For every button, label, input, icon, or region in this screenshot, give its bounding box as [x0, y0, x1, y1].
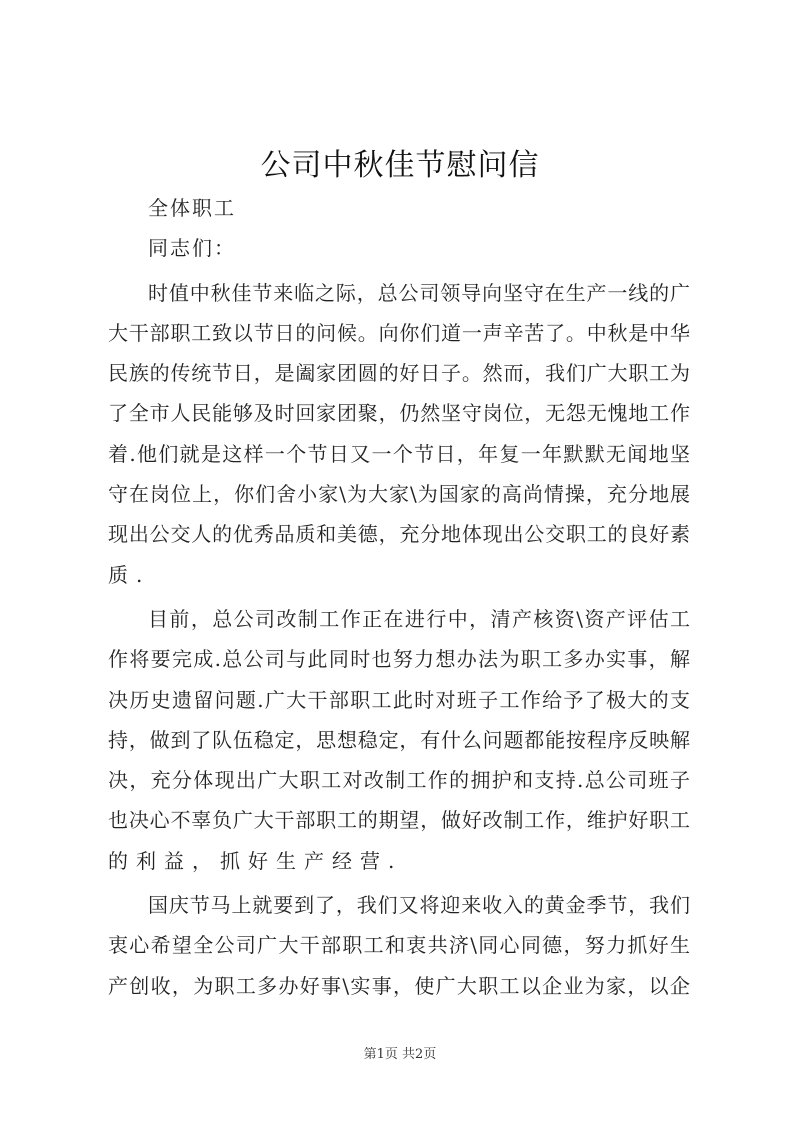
page-footer: 第1页 共2页: [363, 1047, 437, 1062]
salutation-comrades: 同志们：: [148, 236, 236, 261]
text-line: 民族的传统节日，是阖家团圆的好日子。然而，我们广大职工为: [108, 361, 690, 386]
text-line: 质.: [108, 562, 151, 587]
text-line: 也决心不辜负广大干部职工的期望，做好改制工作，维护好职工: [108, 808, 690, 833]
text-line: 时值中秋佳节来临之际，总公司领导向坚守在生产一线的广: [148, 280, 690, 305]
salutation-staff: 全体职工: [148, 196, 236, 220]
text-line: 衷心希望全公司广大干部职工和衷共济\同心同德，努力抓好生: [108, 933, 690, 958]
document-title: 公司中秋佳节慰问信: [260, 148, 540, 183]
paragraph: [108, 599, 690, 881]
text-line: 的利益，抓好生产经营.: [108, 848, 403, 873]
text-line: 守在岗位上，你们舍小家\为大家\为国家的高尚情操，充分地展: [108, 482, 690, 507]
text-line: 决历史遗留问题.广大干部职工此时对班子工作给予了极大的支: [108, 687, 690, 712]
text-line: 产创收，为职工多办好事\实事，使广大职工以企业为家，以企: [108, 973, 690, 998]
text-line: 现出公交人的优秀品质和美德，充分地体现出公交职工的良好素: [108, 522, 690, 547]
document-body: [108, 188, 690, 1006]
text-line: 决，充分体现出广大职工对改制工作的拥护和支持.总公司班子: [108, 768, 690, 793]
text-line: 作将要完成.总公司与此同时也努力想办法为职工多办实事，解: [108, 647, 690, 672]
text-line: 大干部职工致以节日的问候。向你们道一声辛苦了。中秋是中华: [108, 320, 690, 345]
paragraph: [108, 885, 690, 1006]
text-line: 目前，总公司改制工作正在进行中，清产核资\资产评估工: [148, 606, 690, 631]
text-line: 国庆节马上就要到了，我们又将迎来收入的黄金季节，我们: [148, 893, 690, 918]
text-line: 着.他们就是这样一个节日又一个节日，年复一年默默无闻地坚: [108, 441, 690, 466]
text-line: 了全市人民能够及时回家团聚，仍然坚守岗位，无怨无愧地工作: [108, 401, 690, 426]
paragraph: [108, 273, 690, 595]
text-line: 持，做到了队伍稳定，思想稳定，有什么问题都能按程序反映解: [108, 727, 690, 752]
